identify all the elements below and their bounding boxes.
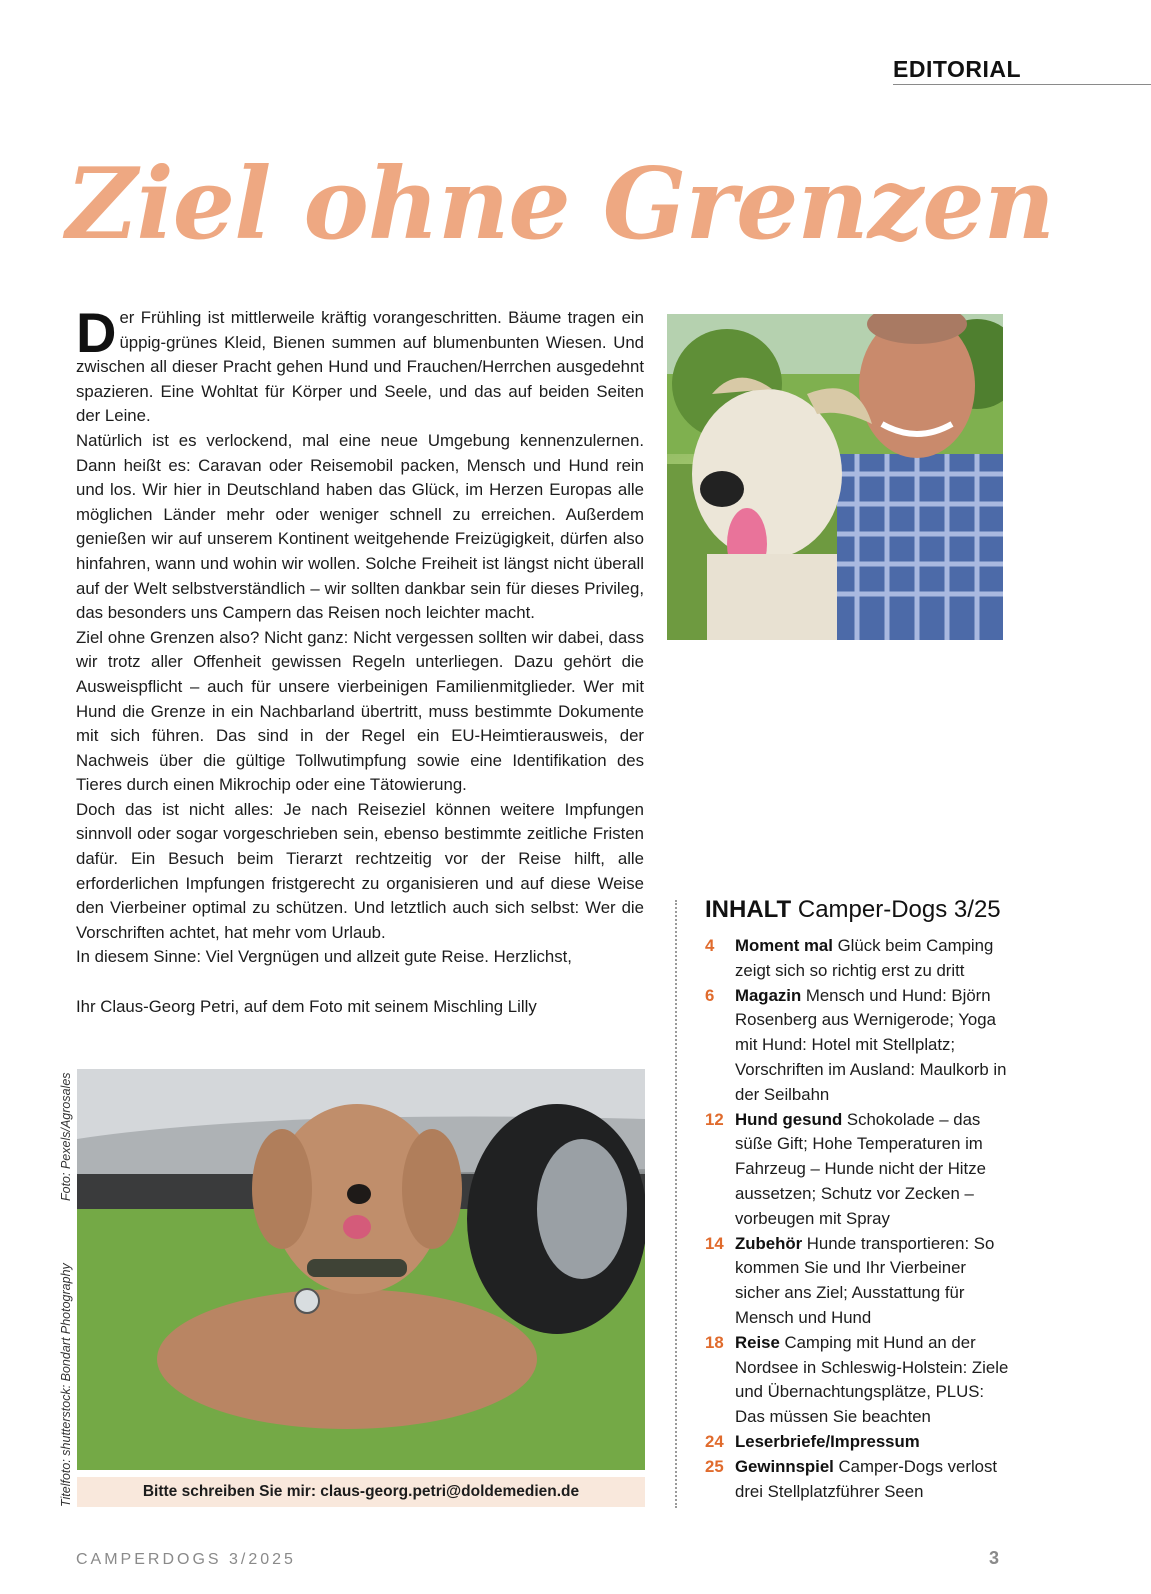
toc-entry [735, 1430, 1015, 1455]
toc-description: Glück beim Camping zeigt sich so richtig erst zu dritt [735, 936, 994, 980]
poodle-under-car-illustration [77, 1069, 645, 1470]
column-divider [675, 900, 677, 1508]
toc-title: Moment mal [735, 936, 833, 955]
toc-page-number: 6 [705, 985, 715, 1005]
paragraph-1 [76, 301, 644, 429]
signature: Ihr Claus-Georg Petri, auf dem Foto mit seinem Mischling Lilly [76, 996, 537, 1016]
photo-credit: Foto: Pexels/Agrosales [59, 1072, 73, 1201]
contact-caption-text: Bitte schreiben Sie mir: claus-georg.petri@doldemedien.de [142, 1483, 580, 1500]
toc-page-number: 25 [705, 1456, 724, 1476]
paragraph-5: In diesem Sinne: Viel Vergnügen und allzeit gute Reise. Herzlichst, [76, 947, 572, 967]
toc-page-number: 14 [705, 1233, 724, 1253]
toc-item[interactable] [705, 984, 1015, 1108]
toc-entry [735, 1108, 1015, 1232]
editor-with-dog-illustration [667, 314, 1003, 640]
toc-item[interactable] [705, 1430, 1015, 1455]
editor-photo [667, 314, 1003, 640]
toc-page-number: 12 [705, 1109, 724, 1129]
footer-page-number: 3 [989, 1548, 1000, 1568]
toc-item[interactable] [705, 1232, 1015, 1331]
section-label: EDITORIAL [893, 56, 1022, 82]
toc-entry [735, 1232, 1015, 1331]
toc-title: Gewinnspiel [735, 1456, 834, 1476]
paragraph-2: Natürlich ist es verlockend, mal eine neue Umgebung kennenzulernen. Dann heißt es: Caravan oder Reisemobil packen, Mensch und Hund rein und los. Wir hier in Deutschland haben das Glück, im Herzen Europas alle möglichen Länder mehr oder weniger schnell zu erreichen. Außerdem genießen wir auf unserem Kontinent weitgehende Freizügigkeit, dürfen also hinfahren, wann und wohin wir wollen. Solche Freiheit ist längst nicht überall auf der Welt selbstverständlich – wir sollten dankbar sein für dieses Privileg, das besonders uns Campern das Reisen noch leichter macht. [76, 430, 644, 623]
toc-title: Zubehör [735, 1233, 803, 1253]
toc-item[interactable] [705, 1331, 1015, 1430]
toc-page-number: 18 [705, 1332, 724, 1352]
paragraph-1-text: er Frühling ist mittlerweile kräftig vorangeschritten. Bäume tragen ein üppig-grünes Kleid, Bienen summen auf blumenbunten Wiesen. Und zwischen all dieser Pracht gehen Hund und Frauchen/Herrchen ausgedehnt spazieren. Eine Wohltat für Körper und Seele, und das auf beiden Seiten der Leine. [76, 308, 644, 426]
toc-heading-issue: Camper-Dogs 3/25 [797, 896, 1001, 923]
section-divider [893, 84, 1151, 85]
footer-magazine-issue: CAMPERDOGS 3/2025 [76, 1551, 296, 1568]
toc-item[interactable] [705, 934, 1015, 984]
toc-description: Camper-Dogs verlost drei Stellplatzführer Seen [735, 1456, 998, 1501]
paragraph-3: Ziel ohne Grenzen also? Nicht ganz: Nicht vergessen sollten wir dabei, dass wir trotz aller Offenheit gewissen Regeln unterliegen. Dazu gehört die Ausweispflicht – auch für unsere vierbeinigen Familienmitglieder. Wer mit Hund die Grenze in ein Nachbarland übertritt, muss bestimmte Dokumente mit sich führen. Das sind in der Regel ein EU-Heimtierausweis, der Nachweis über die gültige Tollwutimpfung sowie eine Identifikation des Tieres durch einen Mikrochip oder eine Tätowierung. [76, 627, 644, 795]
paragraph-4: Doch das ist nicht alles: Je nach Reiseziel können weitere Impfungen sinnvoll oder sogar vorgeschrieben sein, ebenso bestimmte zeitliche Fristen dafür. Ein Besuch beim Tierarzt rechtzeitig vor der Reise hilft, alle erforderlichen Impfungen fristgerecht zu organisieren und auf diese Weise den Vierbeiner optimal zu schützen. Und letztlich auch sich selbst: Wer die Vorschriften achtet, hat mehr vom Urlaub. [76, 799, 644, 942]
toc-title: Reise [735, 1332, 780, 1352]
toc-description: Camping mit Hund an der Nordsee in Schleswig-Holstein: Ziele und Übernachtungsplätze, PLUS: Das müssen Sie beachten [735, 1332, 1009, 1427]
toc-heading [705, 896, 1015, 924]
toc-description: Mensch und Hund: Björn Rosenberg aus Wernigerode; Yoga mit Hund: Hotel mit Stellplatz; Vorschriften im Ausland: Maulkorb in der Seilbahn [735, 985, 1007, 1104]
contact-caption [77, 1477, 645, 1507]
toc-description: Hunde transportieren: So kommen Sie und Ihr Vierbeiner sicher ans Ziel; Ausstattung für Mensch und Hund [735, 1233, 995, 1327]
toc-title: Magazin [735, 985, 802, 1005]
toc-description: Schokolade – das süße Gift; Hohe Temperaturen im Fahrzeug – Hunde nicht der Hitze aussetzen; Schutz vor Zecken – vorbeugen mit Spray [735, 1109, 986, 1228]
toc-entry [735, 984, 1015, 1108]
toc-entry [735, 1455, 1015, 1505]
toc-item[interactable] [705, 1108, 1015, 1232]
toc-entry [735, 1331, 1015, 1430]
title-photo-credit: Titelfoto: shutterstock: Bondart Photography [59, 1263, 73, 1507]
toc-page-number: 4 [705, 936, 715, 955]
headline: Ziel ohne Grenzen [66, 147, 1054, 262]
toc-page-number: 24 [705, 1431, 724, 1451]
table-of-contents [705, 896, 1015, 1504]
drop-cap: D [76, 301, 117, 364]
toc-item[interactable] [705, 1455, 1015, 1505]
toc-title: Leserbriefe/Impressum [735, 1431, 920, 1451]
dog-photo [77, 1069, 645, 1470]
editorial-article [76, 301, 644, 1019]
toc-entry [735, 934, 1015, 984]
toc-title: Hund gesund [735, 1109, 843, 1129]
toc-heading-bold: INHALT [705, 896, 792, 923]
